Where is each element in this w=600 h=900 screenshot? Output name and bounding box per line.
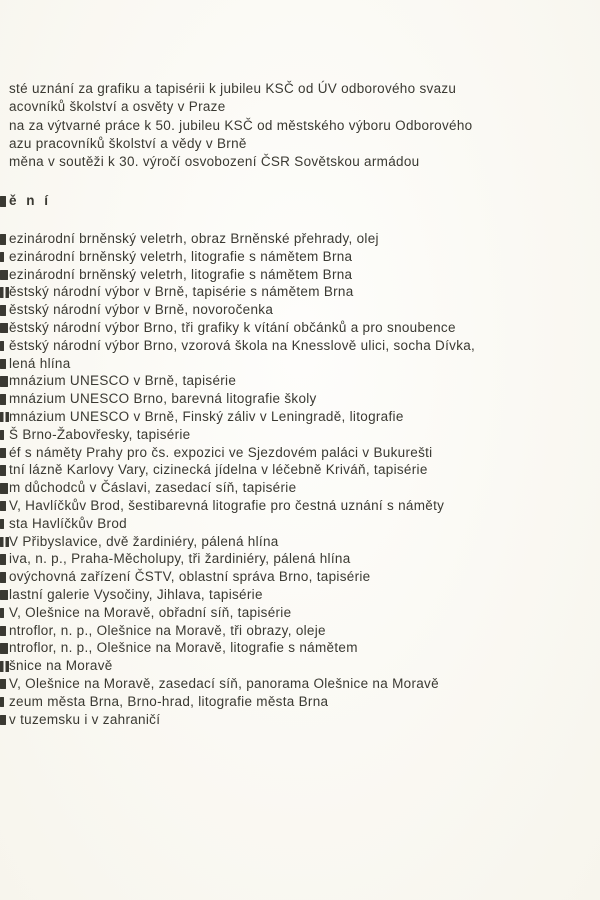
line-text: ěstský národní výbor Brno, tři grafiky k vítání občánků a pro snoubence (9, 319, 456, 335)
text-line (0, 319, 600, 337)
line-text: ntroflor, n. p., Olešnice na Moravě, litografie s námětem (9, 640, 358, 656)
line-text: ěstský národní výbor v Brně, tapisérie s námětem Brna (9, 284, 354, 300)
cutoff-glyph-mark (0, 323, 8, 334)
text-line (0, 533, 600, 551)
line-text: ezinárodní brněnský veletrh, litografie s námětem Brna (9, 248, 353, 264)
line-text: V, Havlíčkův Brod, šestibarevná litografie pro čestná uznání s náměty (9, 497, 445, 513)
text-line (0, 408, 600, 426)
text-line (0, 80, 600, 98)
cutoff-glyph-mark (0, 483, 8, 494)
text-line (0, 675, 600, 693)
text-line (0, 497, 600, 515)
cutoff-glyph-mark (0, 661, 9, 672)
line-text: m důchodců v Čáslavi, zasedací síň, tapisérie (9, 480, 297, 496)
text-line (0, 153, 600, 171)
text-line (0, 230, 600, 248)
text-line (0, 586, 600, 604)
text-line (0, 355, 600, 373)
text-line (0, 693, 600, 711)
text-line (0, 117, 600, 135)
cutoff-glyph-mark (0, 394, 6, 405)
text-line (0, 283, 600, 301)
line-text: sté uznání za grafiku a tapisérii k jubileu KSČ od ÚV odborového svazu (9, 81, 457, 96)
text-line (0, 479, 600, 497)
line-text: lastní galerie Vysočiny, Jihlava, tapisérie (9, 586, 263, 602)
text-line (0, 135, 600, 153)
line-text: ntroflor, n. p., Olešnice na Moravě, tři obrazy, oleje (9, 622, 326, 638)
cutoff-glyph-mark (0, 643, 8, 654)
section-heading-block (0, 192, 600, 210)
line-text: V Přibyslavice, dvě žardiniéry, pálená hlína (9, 533, 279, 549)
line-text: zeum města Brna, Brno-hrad, litografie města Brna (9, 693, 329, 709)
line-text: ezinárodní brněnský veletrh, litografie s námětem Brna (9, 266, 353, 282)
text-line (0, 98, 600, 116)
text-line (0, 639, 600, 657)
text-line (0, 622, 600, 640)
text-line (0, 515, 600, 533)
cutoff-glyph-mark (0, 341, 4, 352)
intro-block (0, 80, 600, 171)
cutoff-glyph-mark (0, 305, 6, 316)
line-text: na za výtvarné práce k 50. jubileu KSČ od městského výboru Odborového (9, 117, 473, 133)
line-text: tní lázně Karlovy Vary, cizinecká jídelna v léčebně Kriváň, tapisérie (9, 462, 428, 478)
cutoff-glyph-mark (0, 448, 6, 459)
cutoff-glyph-mark (0, 359, 6, 370)
line-text: měna v soutěži k 30. výročí osvobození ČSR Sovětskou armádou (9, 154, 420, 170)
line-text: lená hlína (9, 355, 71, 371)
line-text: ovýchovná zařízení ČSTV, oblastní správa Brno, tapisérie (9, 569, 371, 585)
line-text: azu pracovníků školství a vědy v Brně (9, 135, 247, 151)
text-line (0, 444, 600, 462)
cutoff-glyph-mark (0, 465, 6, 476)
line-text: mnázium UNESCO v Brně, Finský záliv v Leningradě, litografie (9, 408, 404, 424)
text-line (0, 568, 600, 586)
text-line (0, 550, 600, 568)
cutoff-glyph-mark (0, 412, 9, 423)
text-line (0, 266, 600, 284)
cutoff-glyph-mark (0, 626, 6, 637)
cutoff-glyph-mark (0, 519, 4, 530)
works-list (0, 230, 600, 728)
line-text: ěstský národní výbor v Brně, novoročenka (9, 302, 274, 318)
cutoff-glyph-mark (0, 537, 9, 548)
cutoff-glyph-mark (0, 679, 6, 690)
cutoff-glyph-mark (0, 715, 6, 726)
text-line (0, 604, 600, 622)
line-text: v tuzemsku i v zahraničí (9, 711, 161, 727)
text-line (0, 426, 600, 444)
section-heading-line (0, 192, 600, 210)
cutoff-glyph-mark (0, 608, 4, 619)
line-text: acovníků školství a osvěty v Praze (9, 99, 226, 115)
cutoff-glyph-mark (0, 234, 6, 245)
text-line (0, 337, 600, 355)
line-text: mnázium UNESCO v Brně, tapisérie (9, 373, 237, 389)
cutoff-glyph-mark (0, 430, 4, 441)
section-heading-text: ě n í (9, 193, 52, 208)
text-line (0, 390, 600, 408)
cutoff-glyph-mark (0, 196, 6, 207)
line-text: ěstský národní výbor Brno, vzorová škola na Knesslově ulici, socha Dívka, (9, 337, 476, 353)
cutoff-glyph-mark (0, 501, 6, 512)
cutoff-glyph-mark (0, 376, 8, 387)
line-text: éf s náměty Prahy pro čs. expozici ve Sjezdovém paláci v Bukurešti (9, 444, 433, 460)
text-line (0, 711, 600, 729)
text-line (0, 461, 600, 479)
cutoff-glyph-mark (0, 287, 9, 298)
line-text: sta Havlíčkův Brod (9, 515, 127, 531)
line-text: iva, n. p., Praha-Měcholupy, tři žardiniéry, pálená hlína (9, 551, 351, 567)
line-text: V, Olešnice na Moravě, zasedací síň, panorama Olešnice na Moravě (9, 675, 439, 691)
line-text: V, Olešnice na Moravě, obřadní síň, tapisérie (9, 604, 292, 620)
line-text: ezinárodní brněnský veletrh, obraz Brněnské přehrady, olej (9, 231, 379, 246)
text-line (0, 301, 600, 319)
text-line (0, 248, 600, 266)
line-text: šnice na Moravě (9, 658, 113, 674)
line-text: Š Brno-Žabovřesky, tapisérie (9, 426, 191, 442)
cutoff-glyph-mark (0, 554, 6, 565)
cutoff-glyph-mark (0, 590, 8, 601)
line-text: mnázium UNESCO Brno, barevná litografie školy (9, 391, 317, 407)
cutoff-glyph-mark (0, 270, 8, 281)
text-line (0, 657, 600, 675)
cutoff-glyph-mark (0, 572, 6, 583)
text-line (0, 372, 600, 390)
cutoff-glyph-mark (0, 697, 4, 708)
cutoff-glyph-mark (0, 252, 4, 263)
